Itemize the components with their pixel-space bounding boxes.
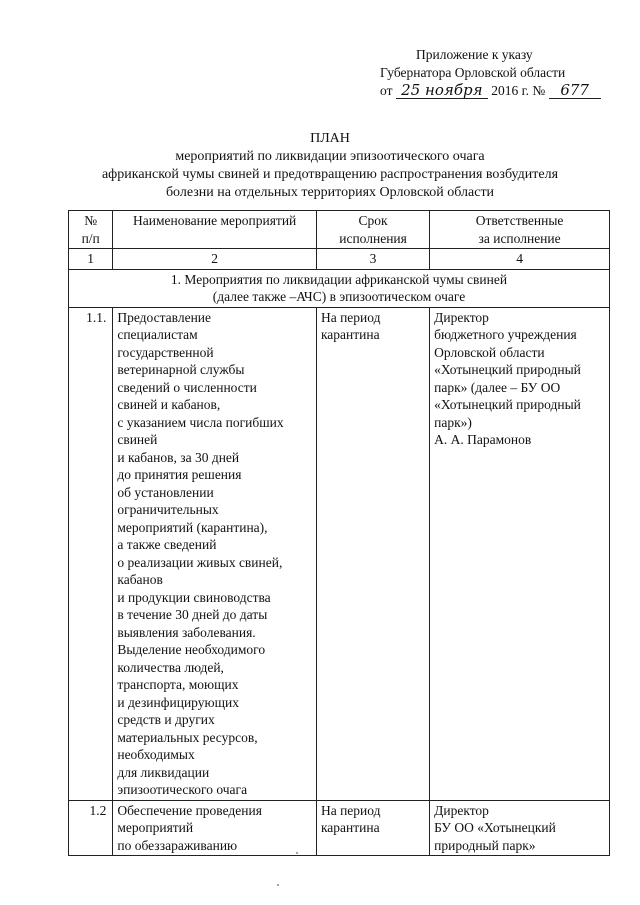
table-row — [69, 307, 610, 800]
appendix-from-label: от — [380, 83, 393, 98]
cell-line: «Хотынецкий природный — [434, 362, 581, 377]
cell-line: А. А. Парамонов — [434, 432, 532, 447]
cell-line: ветеринарной службы — [117, 362, 245, 377]
cell-line: свиней и кабанов, — [117, 397, 221, 412]
cell-line: карантина — [320, 820, 380, 835]
column-number-row — [69, 249, 610, 270]
cell-line: и дезинфицирующих — [117, 694, 239, 710]
cell-line: в течение 30 дней до даты — [117, 607, 268, 622]
cell-line: Обеспечение проведения — [117, 802, 262, 818]
cell-line: а также сведений — [117, 537, 217, 552]
cell-line: природный парк» — [434, 837, 536, 853]
section-heading-row — [69, 269, 610, 307]
cell-line: Орловской области — [434, 344, 545, 360]
cell-line: Директор — [434, 802, 489, 818]
title-line-2: африканской чумы свиней и предотвращению распространения возбудителя — [101, 167, 559, 182]
appendix-year-number-label: 2016 г. № — [491, 83, 546, 98]
cell-line: для ликвидации — [117, 764, 210, 780]
cell-line: и кабанов, за 30 дней — [117, 449, 240, 465]
header-responsible: Ответственные за исполнение — [430, 211, 610, 249]
document-title — [60, 130, 600, 202]
cell-line: о реализации живых свиней, — [117, 554, 283, 570]
column-number: 2 — [113, 249, 317, 270]
handwritten-number: 677 — [549, 82, 601, 99]
cell-line: транспорта, моющих — [117, 677, 239, 692]
cell-line: эпизоотического очага — [117, 782, 248, 797]
cell-line: БУ ОО «Хотынецкий — [434, 820, 556, 835]
cell-line: с указанием числа погибших — [117, 414, 284, 430]
activity-term — [316, 800, 429, 856]
cell-line: парк») — [434, 414, 472, 430]
cell-line: На период — [320, 802, 381, 818]
activity-responsible — [430, 800, 610, 856]
cell-line: На период — [320, 309, 381, 325]
cell-line: Предоставление — [117, 309, 212, 325]
column-number: 3 — [316, 249, 429, 270]
cell-line: бюджетного учреждения — [434, 327, 577, 342]
cell-line: свиней — [117, 432, 158, 447]
row-number: 1.1. — [69, 307, 113, 800]
header-activity-name: Наименование мероприятий — [113, 211, 317, 249]
cell-line: специалистам — [117, 327, 198, 342]
handwritten-date: 25 ноября — [396, 82, 488, 99]
column-number: 4 — [430, 249, 610, 270]
cell-line: и продукции свиноводства — [117, 589, 271, 605]
cell-line: выявления заболевания. — [117, 624, 256, 640]
activity-name — [113, 307, 317, 800]
cell-line: Директор — [434, 309, 489, 325]
cell-line: карантина — [320, 327, 380, 342]
cell-line: необходимых — [117, 747, 195, 762]
title-line-3: болезни на отдельных территориях Орловской области — [165, 185, 495, 200]
cell-line: ограничительных — [117, 502, 219, 517]
row-number: 1.2 — [69, 800, 113, 856]
appendix-block — [380, 46, 610, 100]
activity-term — [316, 307, 429, 800]
column-number: 1 — [69, 249, 113, 270]
plan-table — [68, 210, 610, 856]
cell-line: мероприятий (карантина), — [117, 519, 268, 535]
appendix-line-1: Приложение к указу — [416, 47, 533, 62]
cell-line: средств и других — [117, 712, 215, 727]
cell-line: парк» (далее – БУ ОО — [434, 379, 561, 395]
title-line-1: мероприятий по ликвидации эпизоотического очага — [175, 149, 485, 164]
cell-line: количества людей, — [117, 659, 224, 675]
cell-line: кабанов — [117, 572, 163, 587]
scan-speck — [277, 884, 279, 886]
cell-line: Выделение необходимого — [117, 642, 266, 657]
table-header-row — [69, 211, 610, 249]
header-number: № п/п — [69, 211, 113, 249]
cell-line: до принятия решения — [117, 467, 242, 482]
cell-line: материальных ресурсов, — [117, 729, 258, 745]
table-row — [69, 800, 610, 856]
cell-line: сведений о численности — [117, 379, 257, 395]
activity-responsible — [430, 307, 610, 800]
scan-speck — [296, 852, 298, 854]
appendix-line-2: Губернатора Орловской области — [380, 65, 566, 80]
section-heading: 1. Мероприятия по ликвидации африканской чумы свиней (далее также –АЧС) в эпизоотическом очаге — [69, 269, 610, 307]
cell-line: мероприятий — [117, 820, 194, 835]
cell-line: «Хотынецкий природный — [434, 397, 581, 412]
activity-name — [113, 800, 317, 856]
title-heading: ПЛАН — [310, 131, 350, 146]
header-term: Срок исполнения — [316, 211, 429, 249]
cell-line: об установлении — [117, 484, 214, 500]
cell-line: по обеззараживанию — [117, 837, 238, 853]
cell-line: государственной — [117, 344, 214, 360]
appendix-line-3 — [380, 82, 610, 100]
